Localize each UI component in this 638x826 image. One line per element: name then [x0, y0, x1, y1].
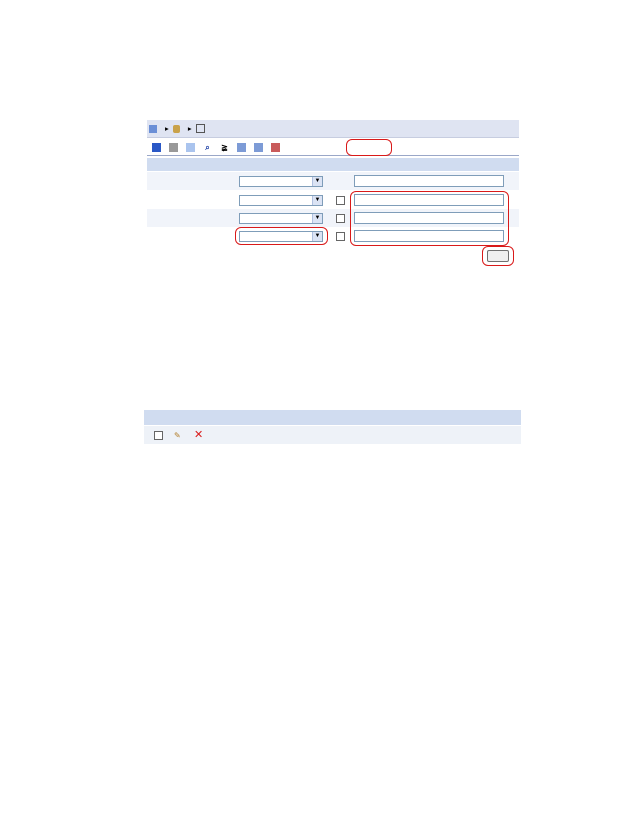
table-icon: [196, 124, 205, 133]
tab-import[interactable]: [251, 140, 268, 155]
operations-icon: [271, 143, 280, 152]
tab-search[interactable]: [200, 140, 217, 155]
tab-insert[interactable]: [217, 140, 234, 155]
arrow-right-icon: ▸: [165, 124, 169, 133]
export-icon: [237, 143, 246, 152]
browse-result-screenshot: [144, 391, 521, 464]
import-icon: [254, 143, 263, 152]
tab-operations[interactable]: [268, 140, 285, 155]
server-breadcrumb: [147, 120, 519, 138]
tab-browse[interactable]: [149, 140, 166, 155]
value-input[interactable]: [354, 175, 504, 187]
browse-icon: [152, 143, 161, 152]
table-row: [144, 426, 521, 444]
server-icon: [149, 125, 157, 133]
null-checkbox[interactable]: [336, 196, 345, 205]
tab-structure[interactable]: [166, 140, 183, 155]
chevron-down-icon: ▼: [312, 232, 322, 241]
result-header: [144, 410, 521, 425]
chevron-down-icon: ▼: [312, 177, 322, 186]
edit-pencil-icon[interactable]: ✎: [174, 431, 181, 440]
arrow-right-icon: ▸: [187, 124, 192, 133]
structure-icon: [169, 143, 178, 152]
function-select[interactable]: [239, 176, 323, 187]
row-checkbox[interactable]: [154, 431, 163, 440]
insert-icon: ≩: [221, 142, 228, 152]
tab-export[interactable]: [234, 140, 251, 155]
chevron-down-icon: ▼: [312, 214, 322, 223]
go-button-highlight: [482, 246, 514, 266]
sql-icon: [186, 143, 195, 152]
chevron-down-icon: ▼: [312, 196, 322, 205]
function-select[interactable]: [239, 213, 323, 224]
function-select[interactable]: [239, 195, 323, 206]
insert-form-screenshot: [147, 120, 519, 270]
search-icon: ⌕: [205, 142, 210, 152]
form-header: [147, 158, 519, 171]
tab-bar: [147, 139, 519, 156]
values-highlight: [350, 191, 509, 246]
insert-tab-highlight: [346, 139, 392, 156]
tab-sql[interactable]: [183, 140, 200, 155]
delete-x-icon[interactable]: ✕: [194, 429, 204, 441]
function-md5-highlight: [235, 227, 328, 245]
null-checkbox[interactable]: [336, 214, 345, 223]
database-icon: [173, 125, 180, 133]
form-row-id: [147, 172, 519, 190]
null-checkbox[interactable]: [336, 232, 345, 241]
